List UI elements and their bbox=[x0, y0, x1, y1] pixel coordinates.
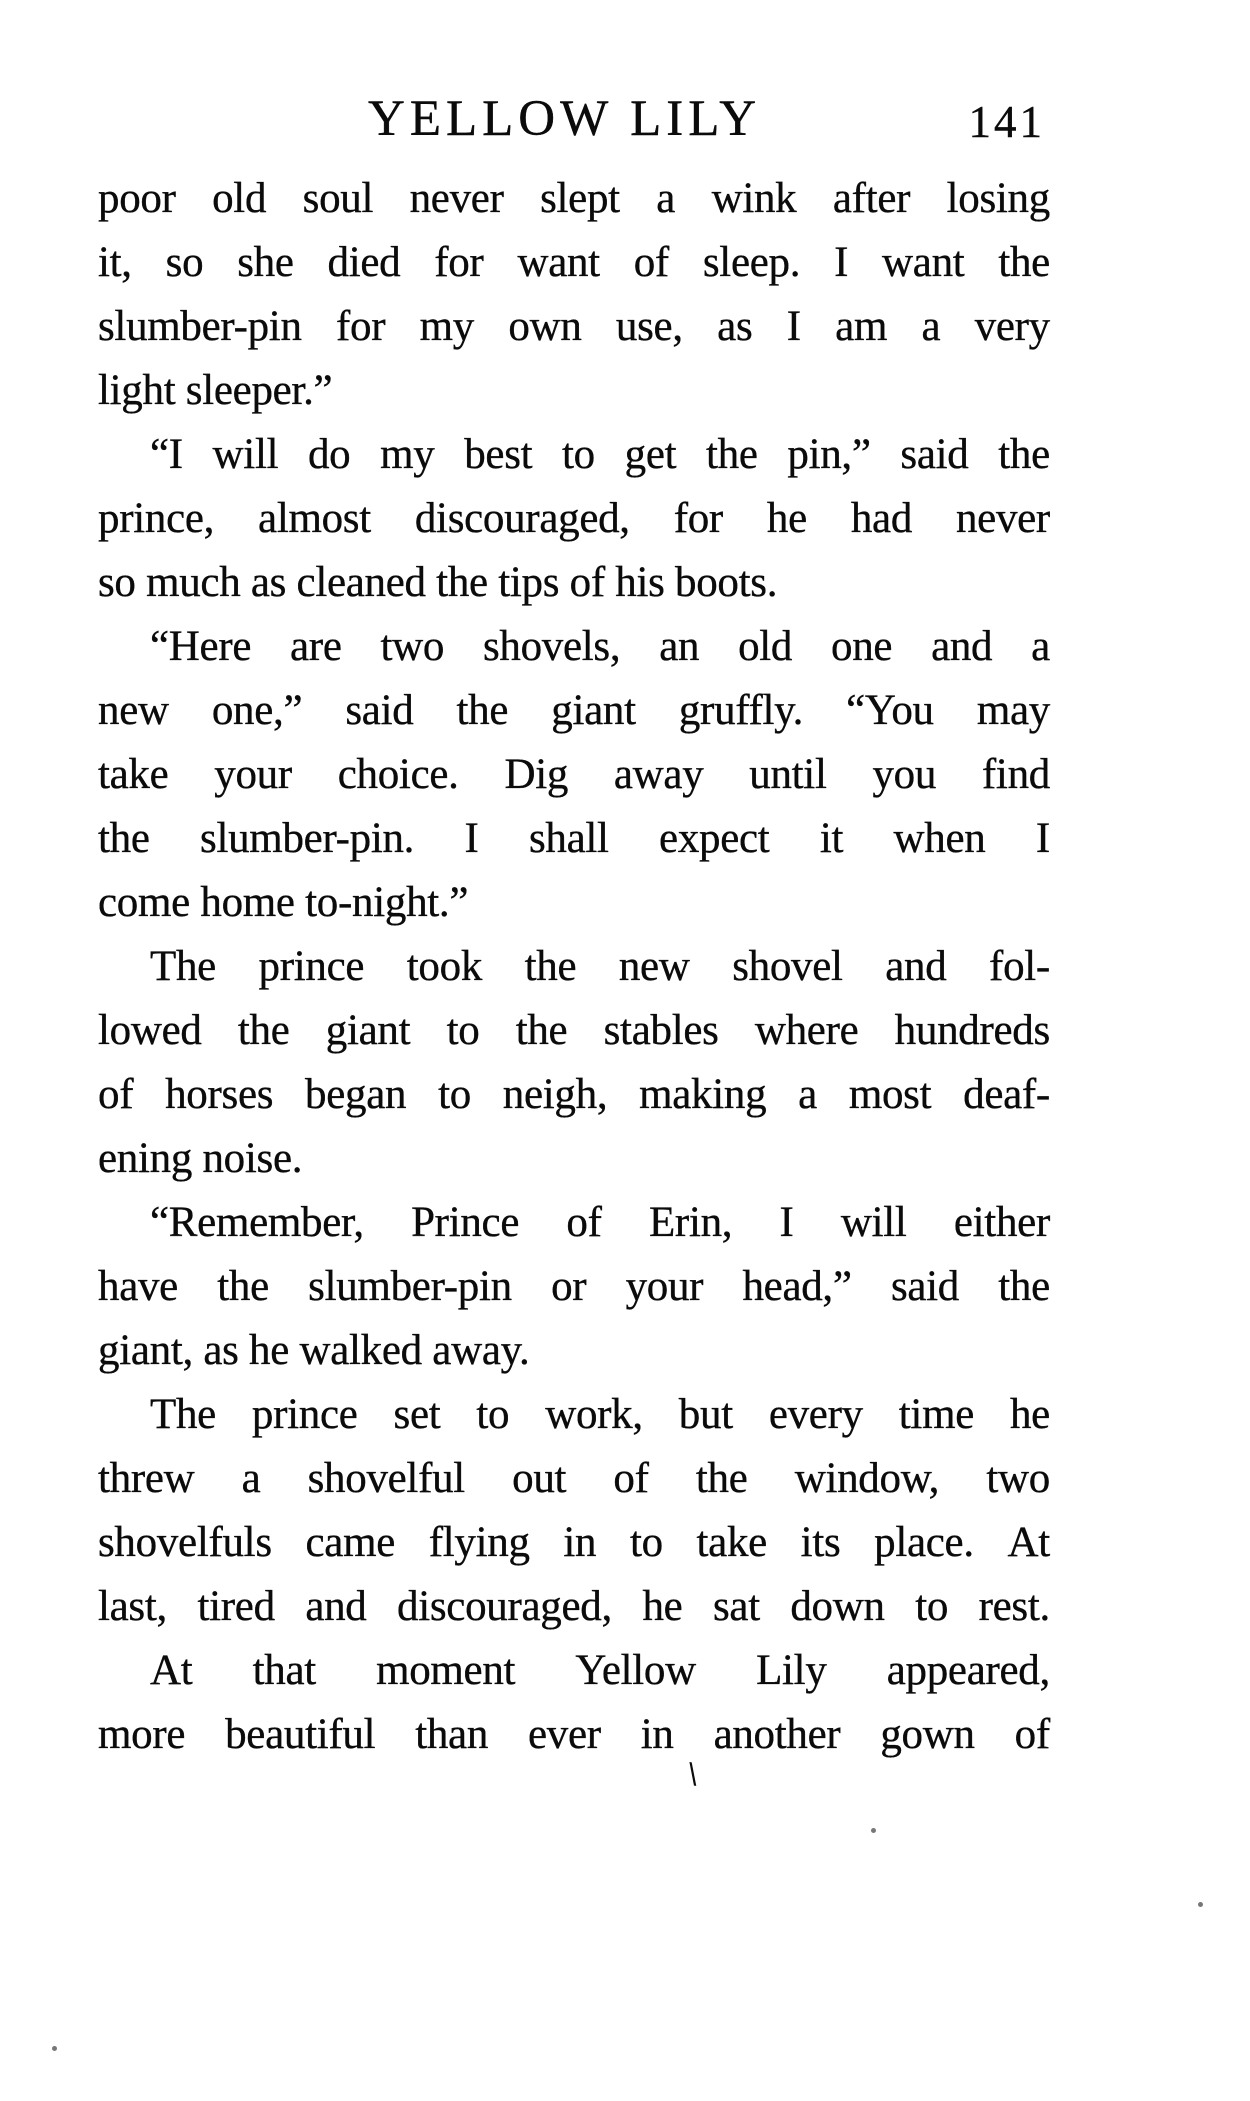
word: the bbox=[456, 687, 509, 734]
word: ever bbox=[528, 1711, 601, 1758]
word: in bbox=[563, 1519, 597, 1566]
word: and bbox=[931, 623, 993, 670]
word: had bbox=[850, 495, 913, 542]
word: for bbox=[673, 495, 723, 542]
word: window, bbox=[794, 1455, 940, 1502]
word: hundreds bbox=[894, 1007, 1050, 1054]
word: after bbox=[832, 175, 911, 222]
word: she bbox=[237, 239, 294, 286]
word: new bbox=[98, 687, 169, 734]
word: I bbox=[779, 1199, 794, 1246]
text-line bbox=[98, 231, 1050, 295]
word: Dig bbox=[504, 751, 569, 798]
word: your bbox=[625, 1263, 704, 1310]
word: shovelfuls bbox=[98, 1519, 272, 1566]
word: own bbox=[508, 303, 582, 350]
word: another bbox=[713, 1711, 841, 1758]
text-line bbox=[98, 1447, 1050, 1511]
text-line bbox=[98, 615, 1050, 679]
text-line bbox=[98, 1639, 1050, 1703]
word: slumber-pin. bbox=[200, 815, 415, 862]
word: “Remember, bbox=[150, 1199, 364, 1246]
word: my bbox=[380, 431, 435, 478]
word: Erin, bbox=[648, 1199, 733, 1246]
word: last, bbox=[98, 1583, 167, 1630]
text-line: giant, as he walked away. bbox=[98, 1327, 530, 1374]
word: my bbox=[419, 303, 474, 350]
word: prince bbox=[251, 1391, 358, 1438]
word: you bbox=[872, 751, 937, 798]
word: Lily bbox=[756, 1647, 827, 1694]
word: shall bbox=[528, 815, 609, 862]
word: deaf- bbox=[963, 1071, 1050, 1118]
word: of bbox=[1014, 1711, 1050, 1758]
word: will bbox=[840, 1199, 907, 1246]
ink-tick-mark: \ bbox=[685, 1755, 701, 1794]
word: the bbox=[998, 239, 1050, 286]
word: a bbox=[921, 303, 941, 350]
word: to bbox=[476, 1391, 510, 1438]
word: a bbox=[1031, 623, 1050, 670]
word: its bbox=[800, 1519, 841, 1566]
word: slumber-pin bbox=[98, 303, 302, 350]
word: head,” bbox=[742, 1263, 852, 1310]
word: when bbox=[893, 815, 986, 862]
word: may bbox=[976, 687, 1050, 734]
word: The bbox=[150, 943, 216, 990]
word: a bbox=[798, 1071, 817, 1118]
text-line: come home to-night.” bbox=[98, 879, 469, 926]
running-header-title: YELLOW LILY bbox=[368, 91, 762, 147]
word: prince bbox=[258, 943, 365, 990]
word: began bbox=[305, 1071, 407, 1118]
word: take bbox=[696, 1519, 767, 1566]
word: the bbox=[998, 431, 1050, 478]
text-line: light sleeper.” bbox=[98, 367, 333, 414]
word: and bbox=[885, 943, 947, 990]
word: it bbox=[819, 815, 844, 862]
word: or bbox=[551, 1263, 587, 1310]
word: shovel bbox=[732, 943, 843, 990]
word: than bbox=[415, 1711, 489, 1758]
word: to bbox=[438, 1071, 471, 1118]
word: for bbox=[434, 239, 484, 286]
word: The bbox=[150, 1391, 216, 1438]
word: wink bbox=[711, 175, 797, 222]
word: expect bbox=[659, 815, 770, 862]
word: beautiful bbox=[225, 1711, 376, 1758]
word: “I bbox=[150, 431, 183, 478]
word: he bbox=[642, 1583, 683, 1630]
word: two bbox=[380, 623, 445, 670]
word: to bbox=[915, 1583, 949, 1630]
word: At bbox=[1007, 1519, 1050, 1566]
word: “You bbox=[846, 687, 934, 734]
word: new bbox=[618, 943, 690, 990]
word: that bbox=[252, 1647, 316, 1694]
word: shovelful bbox=[307, 1455, 465, 1502]
word: so bbox=[165, 239, 204, 286]
word: very bbox=[974, 303, 1050, 350]
word: losing bbox=[946, 175, 1050, 222]
page-text bbox=[98, 167, 1050, 1767]
word: discouraged, bbox=[414, 495, 630, 542]
word: one bbox=[831, 623, 893, 670]
word: the bbox=[524, 943, 577, 990]
word: take bbox=[98, 751, 169, 798]
word: took bbox=[406, 943, 483, 990]
word: work, bbox=[545, 1391, 643, 1438]
word: “Here bbox=[150, 623, 252, 670]
word: moment bbox=[376, 1647, 516, 1694]
word: never bbox=[409, 175, 504, 222]
word: the bbox=[217, 1263, 269, 1310]
word: the bbox=[515, 1007, 568, 1054]
word: At bbox=[150, 1647, 193, 1694]
text-line bbox=[98, 1191, 1050, 1255]
text-line bbox=[98, 1575, 1050, 1639]
word: he bbox=[1009, 1391, 1050, 1438]
word: slept bbox=[540, 175, 620, 222]
word: I bbox=[1035, 815, 1050, 862]
word: almost bbox=[258, 495, 371, 542]
word: gruffly. bbox=[678, 687, 804, 734]
text-line: so much as cleaned the tips of his boots. bbox=[98, 559, 778, 606]
scan-speck bbox=[1198, 1902, 1203, 1907]
word: get bbox=[624, 431, 677, 478]
word: until bbox=[749, 751, 827, 798]
word: never bbox=[955, 495, 1050, 542]
word: making bbox=[639, 1071, 767, 1118]
word: as bbox=[717, 303, 753, 350]
word: giant bbox=[325, 1007, 411, 1054]
text-line bbox=[98, 295, 1050, 359]
word: time bbox=[898, 1391, 975, 1438]
word: shovels, bbox=[482, 623, 621, 670]
word: a bbox=[241, 1455, 261, 1502]
word: away bbox=[613, 751, 704, 798]
word: and bbox=[305, 1583, 367, 1630]
word: have bbox=[98, 1263, 178, 1310]
word: the bbox=[237, 1007, 290, 1054]
word: choice. bbox=[337, 751, 459, 798]
text-line bbox=[98, 807, 1050, 871]
word: down bbox=[790, 1583, 885, 1630]
word: threw bbox=[98, 1455, 195, 1502]
word: your bbox=[214, 751, 292, 798]
word: of bbox=[613, 1455, 649, 1502]
word: appeared, bbox=[886, 1647, 1050, 1694]
word: the bbox=[706, 431, 758, 478]
word: for bbox=[336, 303, 386, 350]
word: said bbox=[890, 1263, 960, 1310]
word: horses bbox=[165, 1071, 274, 1118]
word: came bbox=[305, 1519, 396, 1566]
text-line bbox=[98, 999, 1050, 1063]
text-line bbox=[98, 679, 1050, 743]
word: out bbox=[512, 1455, 567, 1502]
word: of bbox=[633, 239, 669, 286]
text-line bbox=[98, 1511, 1050, 1575]
word: best bbox=[464, 431, 533, 478]
text-line bbox=[98, 1703, 1050, 1767]
word: old bbox=[212, 175, 267, 222]
word: it, bbox=[98, 239, 132, 286]
word: to bbox=[562, 431, 595, 478]
word: discouraged, bbox=[397, 1583, 612, 1630]
word: lowed bbox=[98, 1007, 202, 1054]
word: Prince bbox=[411, 1199, 520, 1246]
word: a bbox=[656, 175, 676, 222]
text-line bbox=[98, 1255, 1050, 1319]
word: poor bbox=[98, 175, 176, 222]
word: tired bbox=[197, 1583, 275, 1630]
word: said bbox=[345, 687, 414, 734]
scan-speck bbox=[871, 1828, 876, 1833]
word: fol- bbox=[989, 943, 1050, 990]
word: I bbox=[834, 239, 849, 286]
word: but bbox=[678, 1391, 733, 1438]
scan-speck bbox=[52, 2046, 57, 2051]
word: pin,” bbox=[787, 431, 871, 478]
word: do bbox=[307, 431, 351, 478]
word: the bbox=[98, 815, 150, 862]
word: find bbox=[981, 751, 1050, 798]
word: died bbox=[327, 239, 401, 286]
text-line bbox=[98, 487, 1050, 551]
text-line bbox=[98, 1063, 1050, 1127]
word: every bbox=[768, 1391, 863, 1438]
word: gown bbox=[880, 1711, 975, 1758]
text-line bbox=[98, 1383, 1050, 1447]
word: use, bbox=[615, 303, 683, 350]
word: neigh, bbox=[502, 1071, 608, 1118]
word: of bbox=[566, 1199, 602, 1246]
word: slumber-pin bbox=[308, 1263, 512, 1310]
word: where bbox=[754, 1007, 859, 1054]
word: sat bbox=[712, 1583, 760, 1630]
word: I bbox=[786, 303, 801, 350]
word: the bbox=[998, 1263, 1050, 1310]
word: said bbox=[900, 431, 969, 478]
text-line bbox=[98, 423, 1050, 487]
word: Yellow bbox=[575, 1647, 696, 1694]
word: sleep. bbox=[702, 239, 801, 286]
word: am bbox=[835, 303, 888, 350]
word: giant bbox=[551, 687, 636, 734]
word: want bbox=[882, 239, 965, 286]
word: old bbox=[738, 623, 793, 670]
word: stables bbox=[603, 1007, 719, 1054]
word: I bbox=[464, 815, 479, 862]
word: are bbox=[290, 623, 342, 670]
page-number: 141 bbox=[968, 97, 1045, 147]
word: flying bbox=[428, 1519, 530, 1566]
word: rest. bbox=[978, 1583, 1050, 1630]
word: more bbox=[98, 1711, 186, 1758]
word: set bbox=[393, 1391, 441, 1438]
word: one,” bbox=[211, 687, 303, 734]
word: to bbox=[446, 1007, 480, 1054]
word: in bbox=[640, 1711, 674, 1758]
word: place. bbox=[874, 1519, 974, 1566]
text-line bbox=[98, 743, 1050, 807]
word: to bbox=[629, 1519, 663, 1566]
text-line: ening noise. bbox=[98, 1135, 303, 1182]
word: prince, bbox=[98, 495, 215, 542]
text-line bbox=[98, 935, 1050, 999]
word: the bbox=[695, 1455, 748, 1502]
word: of bbox=[98, 1071, 134, 1118]
word: want bbox=[517, 239, 600, 286]
text-line bbox=[98, 167, 1050, 231]
word: two bbox=[986, 1455, 1050, 1502]
word: soul bbox=[302, 175, 374, 222]
word: an bbox=[659, 623, 700, 670]
word: most bbox=[848, 1071, 932, 1118]
word: he bbox=[766, 495, 807, 542]
word: will bbox=[212, 431, 279, 478]
word: either bbox=[953, 1199, 1050, 1246]
